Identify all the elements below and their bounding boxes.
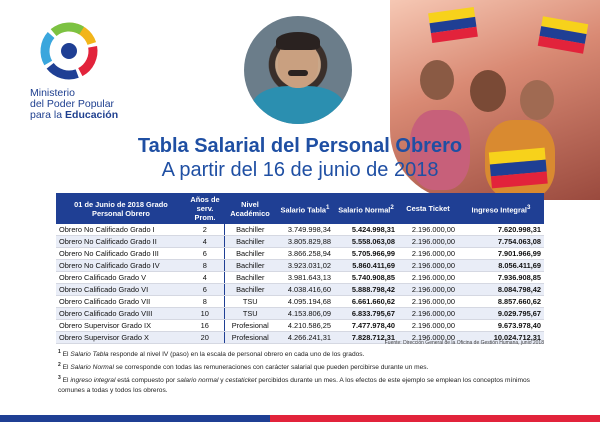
- cell-level: Profesional: [224, 332, 276, 344]
- cell-grade: Obrero No Calificado Grado II: [56, 236, 186, 248]
- ministry-line-3: para la Educación: [30, 109, 119, 121]
- cell-grade: Obrero Supervisor Grado IX: [56, 320, 186, 332]
- cell-food-ticket: 2.196.000,00: [398, 272, 458, 284]
- cell-normal-salary: 7.828.712,31: [334, 332, 398, 344]
- cell-total-income: 10.024.712,31: [458, 332, 544, 344]
- cell-level: TSU: [224, 296, 276, 308]
- cell-normal-salary: 6.833.795,67: [334, 308, 398, 320]
- table-row: [56, 320, 544, 332]
- cell-level: TSU: [224, 308, 276, 320]
- cell-total-income: 7.754.063,08: [458, 236, 544, 248]
- cell-level: Bachiller: [224, 284, 276, 296]
- cell-normal-salary: 5.705.966,99: [334, 248, 398, 260]
- col-food-ticket: Cesta Ticket: [398, 193, 458, 224]
- cell-years: 4: [186, 236, 224, 248]
- cell-normal-salary: 5.424.998,31: [334, 224, 398, 236]
- cell-total-income: 8.084.798,42: [458, 284, 544, 296]
- president-portrait: [244, 16, 352, 124]
- table-row: [56, 236, 544, 248]
- cell-total-income: 8.857.660,62: [458, 296, 544, 308]
- ministry-line-2: del Poder Popular: [30, 98, 115, 110]
- table-row: [56, 224, 544, 236]
- cell-grade: Obrero No Calificado Grado IV: [56, 260, 186, 272]
- table-row: [56, 260, 544, 272]
- cell-base-salary: 3.805.829,88: [276, 236, 334, 248]
- cell-level: Bachiller: [224, 248, 276, 260]
- cell-years: 4: [186, 272, 224, 284]
- page-subtitle: A partir del 16 de junio de 2018: [161, 159, 439, 181]
- cell-food-ticket: 2.196.000,00: [398, 260, 458, 272]
- salary-table: [56, 193, 544, 344]
- table-row: [56, 308, 544, 320]
- cell-base-salary: 4.210.586,25: [276, 320, 334, 332]
- cell-base-salary: 3.923.031,02: [276, 260, 334, 272]
- cell-food-ticket: 2.196.000,00: [398, 320, 458, 332]
- cell-normal-salary: 5.740.908,85: [334, 272, 398, 284]
- table-row: [56, 272, 544, 284]
- cell-years: 8: [186, 296, 224, 308]
- cell-level: Profesional: [224, 320, 276, 332]
- cell-years: 8: [186, 260, 224, 272]
- cell-food-ticket: 2.196.000,00: [398, 308, 458, 320]
- cell-food-ticket: 2.196.000,00: [398, 224, 458, 236]
- cell-food-ticket: 2.196.000,00: [398, 332, 458, 344]
- venezuela-flag-icon: [428, 7, 478, 43]
- cell-total-income: 8.056.411,69: [458, 260, 544, 272]
- cell-base-salary: 4.038.416,60: [276, 284, 334, 296]
- footnote-2: $^2$ El Salario Normal se corresponde con todas las remuneraciones con carácter salarial que pueden percibirse durante un mes.: [58, 362, 429, 372]
- cell-total-income: 7.936.908,85: [458, 272, 544, 284]
- table-header-row: [56, 193, 544, 224]
- cell-normal-salary: 5.888.798,42: [334, 284, 398, 296]
- cell-level: Bachiller: [224, 236, 276, 248]
- cell-total-income: 7.620.998,31: [458, 224, 544, 236]
- ministry-name: [30, 88, 150, 121]
- cell-grade: Obrero Calificado Grado VIII: [56, 308, 186, 320]
- cell-normal-salary: 5.860.411,69: [334, 260, 398, 272]
- cell-food-ticket: 2.196.000,00: [398, 284, 458, 296]
- cell-base-salary: 4.095.194,68: [276, 296, 334, 308]
- cell-level: Bachiller: [224, 272, 276, 284]
- venezuela-flag-icon: [538, 16, 589, 54]
- cell-base-salary: 3.866.258,94: [276, 248, 334, 260]
- footnote-3: $^3$ El ingreso integral está compuesto por salario normal y cestaticket percibidos durante un mes. A los efectos de este ejemplo se emplean los conceptos mínimos comunes a todas y todos los obreros.: [58, 375, 530, 394]
- table-row: [56, 284, 544, 296]
- bottom-stripe: [0, 415, 600, 422]
- ministry-logo: [14, 18, 134, 128]
- cell-level: Bachiller: [224, 224, 276, 236]
- col-total-income: Ingreso Integral$^3$: [458, 193, 544, 224]
- cell-grade: Obrero Calificado Grado VII: [56, 296, 186, 308]
- footnotes: [58, 348, 544, 397]
- cell-grade: Obrero Calificado Grado V: [56, 272, 186, 284]
- cell-food-ticket: 2.196.000,00: [398, 236, 458, 248]
- col-normal-salary: Salario Normal$^2$: [334, 193, 398, 224]
- page-title: Tabla Salarial del Personal Obrero: [137, 135, 463, 157]
- cell-food-ticket: 2.196.000,00: [398, 248, 458, 260]
- cell-base-salary: 4.153.806,09: [276, 308, 334, 320]
- cell-years: 6: [186, 284, 224, 296]
- cell-normal-salary: 5.558.063,08: [334, 236, 398, 248]
- cell-grade: Obrero Calificado Grado VI: [56, 284, 186, 296]
- cell-years: 2: [186, 224, 224, 236]
- cell-grade: Obrero Supervisor Grado X: [56, 332, 186, 344]
- cell-years: 6: [186, 248, 224, 260]
- cell-base-salary: 4.266.241,31: [276, 332, 334, 344]
- ministry-emblem-icon: [36, 18, 102, 84]
- cell-total-income: 9.029.795,67: [458, 308, 544, 320]
- cell-years: 20: [186, 332, 224, 344]
- cell-years: 16: [186, 320, 224, 332]
- cell-level: Bachiller: [224, 260, 276, 272]
- cell-base-salary: 3.981.643,13: [276, 272, 334, 284]
- cell-base-salary: 3.749.998,34: [276, 224, 334, 236]
- cell-normal-salary: 6.661.660,62: [334, 296, 398, 308]
- col-level: Nivel Académico: [224, 193, 276, 224]
- cell-food-ticket: 2.196.000,00: [398, 296, 458, 308]
- source-note: Fuente: Dirección General de la Oficina de Gestión Humana, junio 2018: [384, 340, 544, 346]
- cell-grade: Obrero No Calificado Grado III: [56, 248, 186, 260]
- table-row: [56, 296, 544, 308]
- cell-total-income: 7.901.966,99: [458, 248, 544, 260]
- col-years: Años de serv. Prom.: [186, 193, 224, 224]
- cell-total-income: 9.673.978,40: [458, 320, 544, 332]
- cell-grade: Obrero No Calificado Grado I: [56, 224, 186, 236]
- cell-normal-salary: 7.477.978,40: [334, 320, 398, 332]
- ministry-line-1: Ministerio: [30, 87, 75, 99]
- cell-years: 10: [186, 308, 224, 320]
- table-row: [56, 248, 544, 260]
- col-base-salary: Salario Tabla$^1$: [276, 193, 334, 224]
- col-grade: 01 de Junio de 2018 Grado Personal Obrero: [56, 193, 186, 224]
- footnote-1: $^1$ El Salario Tabla responde al nivel IV (paso) en la escala de personal obrero en cada uno de los grados.: [58, 349, 365, 359]
